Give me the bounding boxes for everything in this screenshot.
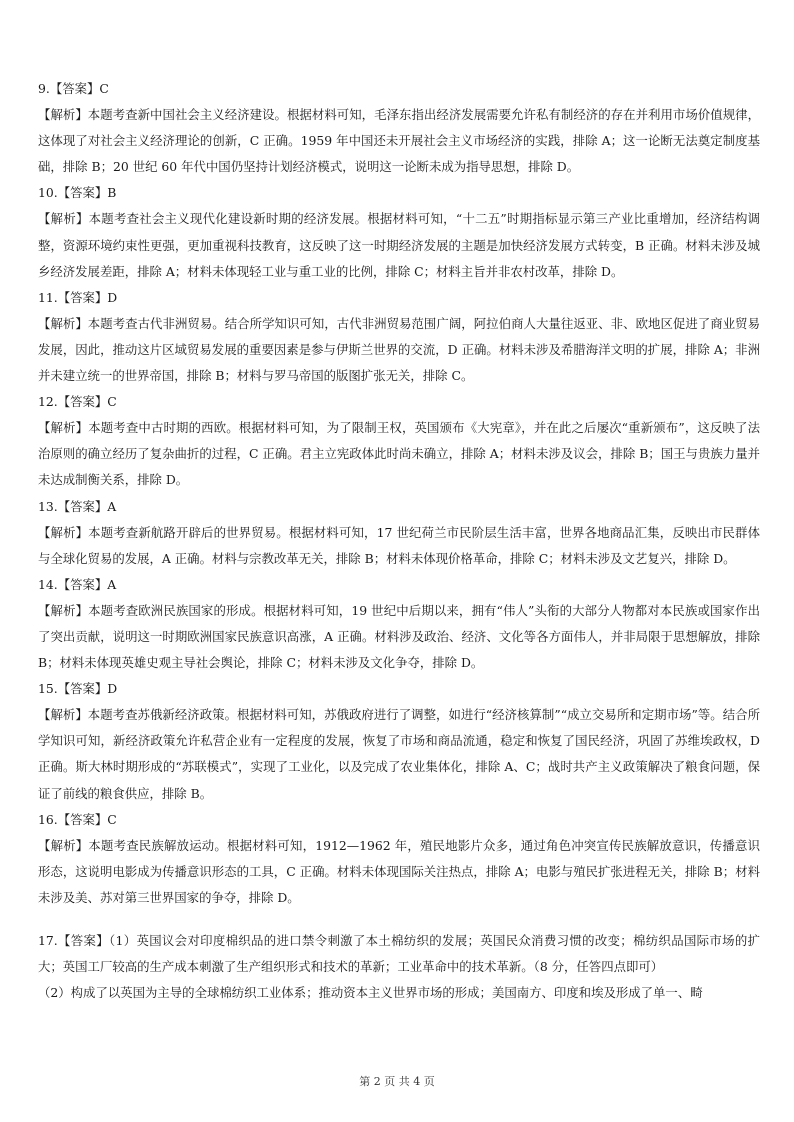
- document-body: [38, 76, 760, 1006]
- analysis-text: 【解析】本题考查中古时期的西欧。根据材料可知，为了限制王权，英国颁布《大宪章》，并在此之后屡次“重新颁布”，这反映了法治原则的确立经历了复杂曲折的过程，C 正确。君主立宪政体此时尚未确立，排除 A；材料未涉及议会，排除 B；国王与贵族力量并未达成制衡关系，排除 D。: [38, 420, 760, 488]
- answer-line: 10.【答案】B: [38, 185, 117, 201]
- section-gap: [38, 911, 760, 928]
- answer-item-12: [38, 389, 760, 493]
- answer-item-10: [38, 180, 760, 284]
- answer-line: 14.【答案】A: [38, 576, 117, 592]
- answer-line: 15.【答案】D: [38, 681, 118, 697]
- answer-item-9: [38, 76, 760, 180]
- analysis-text: 【解析】本题考查古代非洲贸易。结合所学知识可知，古代非洲贸易范围广阔，阿拉伯商人大量往返亚、非、欧地区促进了商业贸易发展，因此，推动这片区域贸易发展的重要因素是参与伊斯兰世界的交流，D 正确。材料未涉及希腊海洋文明的扩展，排除 A；非洲并未建立统一的世界帝国，排除 B；材料与罗马帝国的版图扩张无关，排除 C。: [38, 315, 760, 384]
- answer-item-15: [38, 676, 760, 806]
- answer-line: 12.【答案】C: [38, 394, 117, 410]
- answer-line: 11.【答案】D: [38, 289, 118, 305]
- analysis-text: 【解析】本题考查苏俄新经济政策。根据材料可知，苏俄政府进行了调整，如进行“经济核算制”“成立交易所和定期市场”等。结合所学知识可知，新经济政策允许私营企业有一定程度的发展，恢复了市场和商品流通，稳定和恢复了国民经济，巩固了苏维埃政权，D 正确。斯大林时期形成的“苏联模式”，实现了工业化，以及完成了农业集体化，排除 A、C；战时共产主义政策解决了粮食问题，保证了前线的粮食供应，排除 B。: [38, 707, 760, 801]
- answer-item-16: [38, 807, 760, 911]
- answer-item-11: [38, 285, 760, 389]
- answer-17-part-2: （2）构成了以英国为主导的全球棉纺织工业体系；推动资本主义世界市场的形成；美国南方、印度和埃及形成了单一、畸: [38, 985, 703, 1001]
- page-number: 第 2 页 共 4 页: [359, 1075, 435, 1088]
- analysis-text: 【解析】本题考查新航路开辟后的世界贸易。根据材料可知，17 世纪荷兰市民阶层生活丰富，世界各地商品汇集，反映出市民群体与全球化贸易的发展，A 正确。材料与宗教改革无关，排除 B；材料未体现价格革命，排除 C；材料未涉及文艺复兴，排除 D。: [38, 524, 760, 566]
- answer-line: 13.【答案】A: [38, 498, 117, 514]
- answer-item-17: [38, 928, 760, 1006]
- analysis-text: 【解析】本题考查社会主义现代化建设新时期的经济发展。根据材料可知，“十二五”时期指标显示第三产业比重增加，经济结构调整，资源环境约束性更强，更加重视科技教育，这反映了这一时期经济发展的主题是加快经济发展方式转变，B 正确。材料未涉及城乡经济发展差距，排除 A；材料未体现轻工业与重工业的比例，排除 C；材料主旨并非农村改革，排除 D。: [38, 211, 760, 279]
- answer-line: 16.【答案】C: [38, 811, 117, 827]
- analysis-text: 【解析】本题考查民族解放运动。根据材料可知，1912—1962 年，殖民地影片众多，通过角色冲突宣传民族解放意识，传播意识形态，这说明电影成为传播意识形态的工具，C 正确。材料未体现国际关注热点，排除 A；电影与殖民扩张进程无关，排除 B；材料未涉及美、苏对第三世界国家的争夺，排除 D。: [38, 837, 760, 905]
- analysis-text: 【解析】本题考查新中国社会主义经济建设。根据材料可知，毛泽东指出经济发展需要允许私有制经济的存在并利用市场价值规律，这体现了对社会主义经济理论的创新，C 正确。1959 年中国还未开展社会主义市场经济的实践，排除 A；这一论断无法奠定制度基础，排除 B；20 世纪 60 年代中国仍坚持计划经济模式，说明这一论断未成为指导思想，排除 D。: [38, 107, 760, 175]
- answer-item-14: [38, 572, 760, 676]
- analysis-text: 【解析】本题考查欧洲民族国家的形成。根据材料可知，19 世纪中后期以来，拥有“伟人”头衔的大部分人物都对本民族或国家作出了突出贡献，说明这一时期欧洲国家民族意识高涨，A 正确。材料涉及政治、经济、文化等各方面伟人，并非局限于思想解放，排除 B；材料未体现英雄史观主导社会舆论，排除 C；材料未涉及文化争夺，排除 D。: [38, 602, 760, 671]
- answer-item-13: [38, 494, 760, 572]
- answer-17-part-1: 17.【答案】（1）英国议会对印度棉织品的进口禁令刺激了本土棉纺织的发展；英国民众消费习惯的改变；棉纺织品国际市场的扩大；英国工厂较高的生产成本刺激了生产组织形式和技术的革新；工业革命中的技术革新。（8 分，任答四点即可）: [38, 933, 760, 975]
- answer-line: 9.【答案】C: [38, 81, 109, 96]
